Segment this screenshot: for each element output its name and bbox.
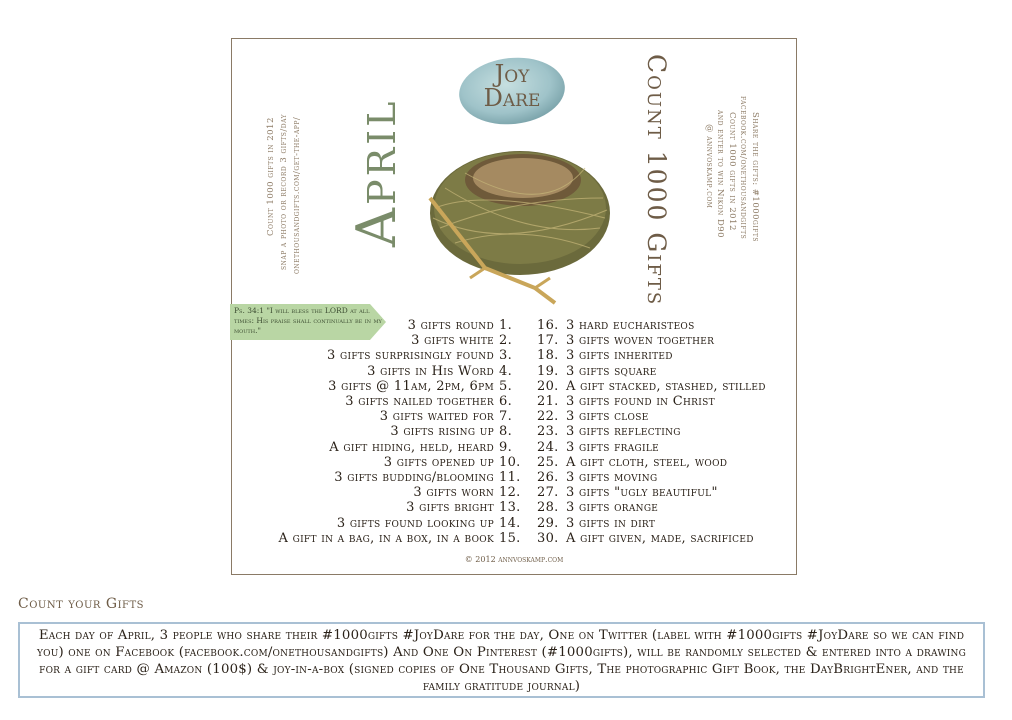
gift-number-left: 10.: [499, 454, 521, 470]
gift-item-left: 3 gifts opened up: [383, 454, 494, 470]
gift-number-left: 11.: [499, 470, 521, 486]
gift-number-right: 27.: [537, 485, 559, 501]
gift-item-right: 3 gifts "ugly beautiful": [566, 485, 718, 501]
gift-item-right: 3 gifts square: [566, 363, 657, 379]
footer-heading: Count your Gifts: [18, 596, 145, 612]
gift-number-left: 2.: [499, 333, 513, 349]
gift-number-left: 7.: [499, 409, 513, 425]
month-title: April: [345, 98, 408, 247]
gift-number-left: 15.: [499, 530, 521, 546]
right-side-line-4: and enter to win Nikon D90: [715, 110, 725, 239]
gift-number-right: 29.: [537, 515, 559, 531]
gift-item-left: 3 gifts budding/blooming: [334, 470, 494, 486]
gift-list-left: [240, 318, 494, 546]
gift-item-right: 3 gifts found in Christ: [566, 394, 715, 410]
gift-number-right: 25.: [537, 454, 559, 470]
gift-number-left: 12.: [499, 485, 521, 501]
gift-item-right: A gift stacked, stashed, stilled: [566, 378, 766, 394]
gift-item-right: 3 gifts close: [566, 409, 649, 425]
gift-item-right: 3 gifts woven together: [566, 333, 715, 349]
gift-number-left: 8.: [499, 424, 513, 440]
gift-item-left: 3 gifts bright: [406, 500, 494, 516]
gift-number-left: 1.: [499, 318, 513, 333]
gift-number-right: 20.: [537, 378, 559, 394]
main-title: Count 1000 Gifts: [642, 54, 671, 307]
gift-item-right: 3 gifts reflecting: [566, 424, 681, 440]
gift-item-right: 3 hard eucharisteos: [566, 318, 695, 333]
gift-item-left: 3 gifts nailed together: [345, 394, 494, 410]
left-side-line-3: onethousandgifts.com/get-the-app/: [292, 116, 302, 274]
copyright: © 2012 annvoskamp.com: [464, 555, 564, 564]
gift-item-right: 3 gifts inherited: [566, 348, 673, 364]
egg-label-dare: Dare: [483, 84, 541, 112]
gift-number-right: 26.: [537, 470, 559, 486]
gift-list-right: [566, 318, 830, 546]
gift-number-left: 6.: [499, 394, 513, 410]
gift-number-right: 21.: [537, 394, 559, 410]
gift-item-right: A gift cloth, steel, wood: [566, 454, 728, 470]
gift-number-right: 28.: [537, 500, 559, 516]
right-side-line-3: Count 1000 gifts in 2012: [727, 112, 737, 231]
gift-number-left: 9.: [499, 439, 513, 455]
gift-number-left: 4.: [499, 363, 513, 379]
gift-numbers-left: [499, 318, 529, 546]
gift-item-left: 3 gifts surprisingly found: [327, 348, 494, 364]
gift-item-left: A gift in a bag, in a box, in a book: [278, 530, 494, 546]
gift-item-left: 3 gifts worn: [413, 485, 494, 501]
right-side-line-5: @ annvoskamp.com: [704, 124, 714, 209]
gift-item-left: 3 gifts rising up: [390, 424, 494, 440]
gift-numbers-right: [537, 318, 567, 546]
joy-dare-label: [457, 62, 567, 110]
right-side-line-2: facebook.com/onethousandgifts: [738, 96, 748, 240]
nest-icon: [425, 128, 615, 313]
gift-number-right: 30.: [537, 530, 559, 546]
gift-item-left: 3 gifts found looking up: [336, 515, 494, 531]
gift-number-right: 23.: [537, 424, 559, 440]
gift-number-left: 3.: [499, 348, 513, 364]
left-side-line-1: Count 1000 gifts in 2012: [266, 117, 276, 236]
gift-item-right: A gift given, made, sacrificed: [566, 530, 754, 546]
gift-item-left: A gift hiding, held, heard: [329, 439, 494, 455]
contest-info: Each day of April, 3 people who share their #1000gifts #JoyDare for the day, One on Twitter (label with #1000gifts #JoyDare so we can find you) one on Facebook (facebook.com/onethousandgifts) And One On Pinterest (#1000gifts), will be randomly selected & entered into a drawing for a gift card @ Amazon (100$) & joy-in-a-box (signed copies of One Thousand Gifts, The photographic Gift Book, the DayBrightEner, and the family gratitude journal): [18, 622, 985, 698]
left-side-line-2: snap a photo or record 3 gifts/day: [279, 113, 289, 270]
gift-item-left: 3 gifts white: [411, 333, 494, 349]
gift-item-left: 3 gifts in His Word: [367, 363, 494, 379]
gift-item-right: 3 gifts orange: [566, 500, 659, 516]
gift-number-right: 16.: [537, 318, 559, 333]
gift-number-right: 22.: [537, 409, 559, 425]
gift-number-right: 18.: [537, 348, 559, 364]
gift-number-left: 5.: [499, 378, 513, 394]
egg-label-joy: Joy: [494, 60, 530, 88]
gift-item-left: 3 gifts @ 11am, 2pm, 6pm: [328, 378, 494, 394]
gift-number-right: 17.: [537, 333, 559, 349]
gift-number-left: 13.: [499, 500, 521, 516]
gift-item-right: 3 gifts in dirt: [566, 515, 656, 531]
right-side-line-1: Share the gifts: #1000gifts: [750, 112, 760, 243]
gift-item-right: 3 gifts fragile: [566, 439, 660, 455]
gift-number-right: 19.: [537, 363, 559, 379]
gift-item-right: 3 gifts moving: [566, 470, 658, 486]
gift-item-left: 3 gifts round: [407, 318, 494, 333]
gift-number-left: 14.: [499, 515, 521, 531]
scripture-quote: Ps. 34:1 "I will bless the LORD at all times: His praise shall continually be in my mouth.": [234, 306, 382, 335]
gift-number-right: 24.: [537, 439, 559, 455]
gift-item-left: 3 gifts waited for: [379, 409, 494, 425]
